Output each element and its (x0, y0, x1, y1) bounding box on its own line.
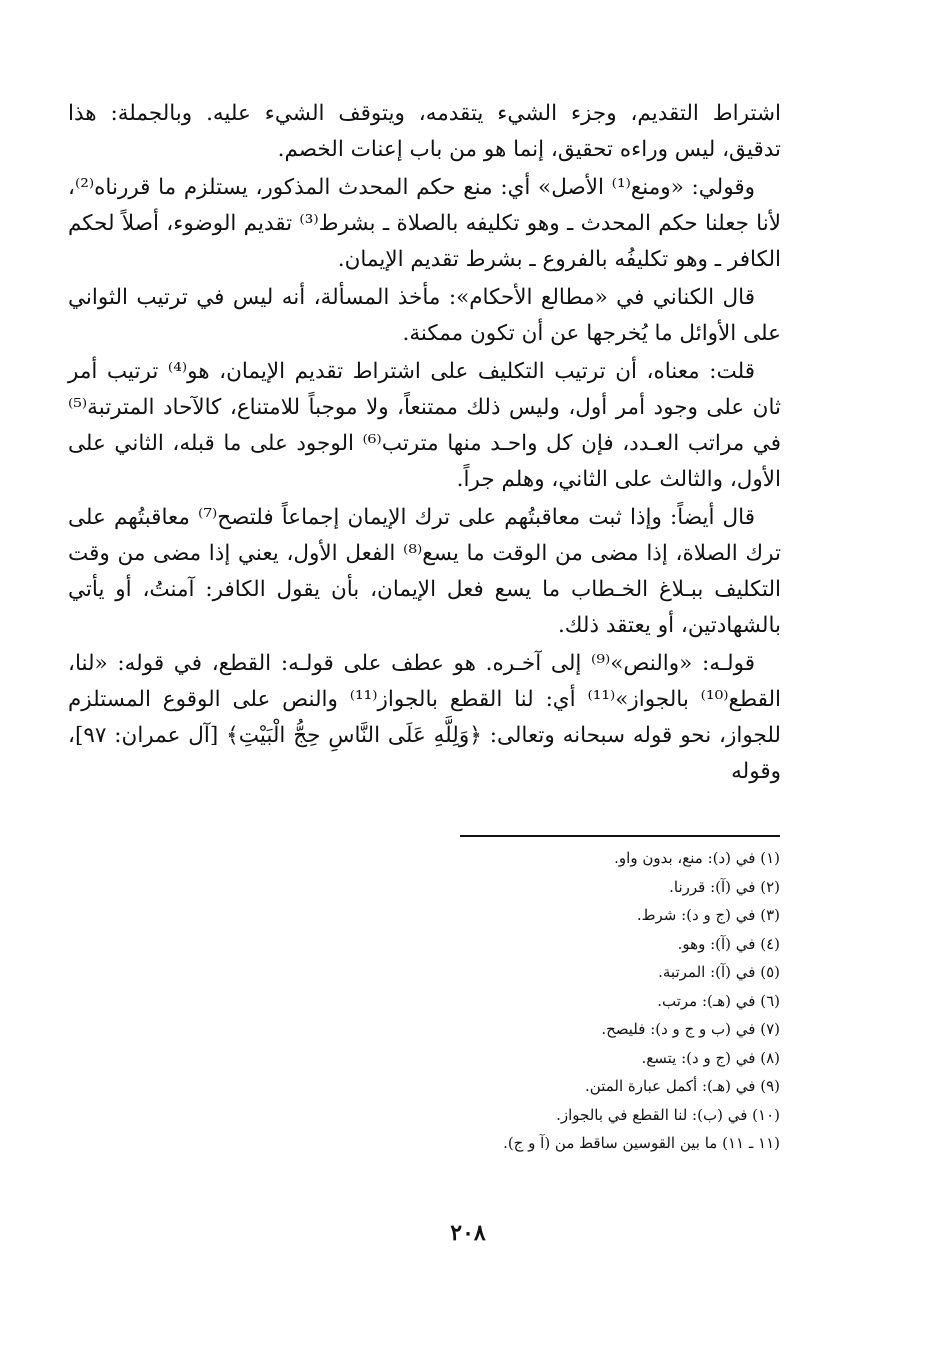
footnote-7: (٧) في (ب و ج و د): فليصح. (601, 1020, 780, 1038)
footnote-5: (٥) في (آ): المرتبة. (658, 963, 780, 981)
footnote-3: (٣) في (ج و د): شرط. (636, 906, 780, 924)
footnote-4: (٤) في (آ): وهو. (677, 934, 780, 953)
page-body (68, 96, 781, 792)
paragraph-1: اشتراط التقديم، وجزء الشيء يتقدمه، ويتوقف الشيء عليه. وبالجملة: هذا تدقيق، ليس وراءه تحقيق، إنما هو من باب إعنات الخصم. (68, 101, 781, 162)
paragraph-6: قولـه: «والنص»⁽⁹⁾ إلى آخـره. هو عطف على قولـه: القطع، في قوله: «لنا، القطع⁽¹⁰⁾ بالجواز»⁽¹¹⁾ أي: لنا القطع بالجواز⁽¹¹⁾ والنص على الوقوع المستلزم للجواز، نحو قوله سبحانه وتعالى: ﴿وَلِلَّهِ عَلَى النَّاسِ حِجُّ الْبَيْتِ﴾ [آل عمران: ٩٧]، وقوله (68, 651, 781, 784)
footnote-1: (١) في (د): منع، بدون واو. (614, 849, 780, 867)
footnotes (360, 844, 780, 1158)
footnote-10: (١٠) في (ب): لنا القطع في بالجواز. (556, 1105, 780, 1124)
paragraph-4: قلت: معناه، أن ترتيب التكليف على اشتراط تقديم الإيمان، هو⁽⁴⁾ ترتيب أمر ثان على وجود أمر أول، وليس ذلك ممتنعاً، ولا موجباً للامتناع، كالآحاد المترتبة⁽⁵⁾ في مراتب العـدد، فإن كل واحـد منها مترتب⁽⁶⁾ الوجود على ما قبله، الثاني على الأول، والثالث على الثاني، وهلم جراً. (68, 359, 781, 492)
page-number: ٢٠٨ (450, 1220, 486, 1246)
footnote-8: (٨) في (ج و د): يتسع. (641, 1048, 780, 1067)
paragraph-2: وقولي: «ومنع⁽¹⁾ الأصل» أي: منع حكم المحدث المذكور، يستلزم ما قررناه⁽²⁾، لأنا جعلنا حكم المحدث ـ وهو تكليفه بالصلاة ـ بشرط⁽³⁾ تقديم الوضوء، أصلاً لحكم الكافر ـ وهو تكليفُه بالفروع ـ بشرط تقديم الإيمان. (68, 175, 781, 272)
footnote-divider (460, 835, 780, 837)
paragraph-3: قال الكناني في «مطالع الأحكام»: مأخذ المسألة، أنه ليس في ترتيب الثواني على الأوائل ما يُخرجها عن أن تكون ممكنة. (68, 285, 781, 346)
footnote-2: (٢) في (آ): قررنا. (669, 877, 780, 896)
footnote-9: (٩) في (هـ): أكمل عبارة المتن. (585, 1077, 780, 1095)
footnote-6: (٦) في (هـ): مرتب. (657, 991, 780, 1010)
main-text (68, 96, 781, 790)
footnote-11: (١١ ـ ١١) ما بين القوسين ساقط من (آ و ج). (503, 1134, 780, 1152)
paragraph-5: قال أيضاً: وإذا ثبت معاقبتُهم على ترك الإيمان إجماعاً فلتصح⁽⁷⁾ معاقبتُهم على ترك الصلاة، إذا مضى من الوقت ما يسع⁽⁸⁾ الفعل الأول، يعني إذا مضى من وقت التكليف ببـلاغ الخـطاب ما يسع فعل الإيمان، بأن يقول الكافر: آمنتُ، أو يأتي بالشهادتين، أو يعتقد ذلك. (68, 505, 781, 638)
